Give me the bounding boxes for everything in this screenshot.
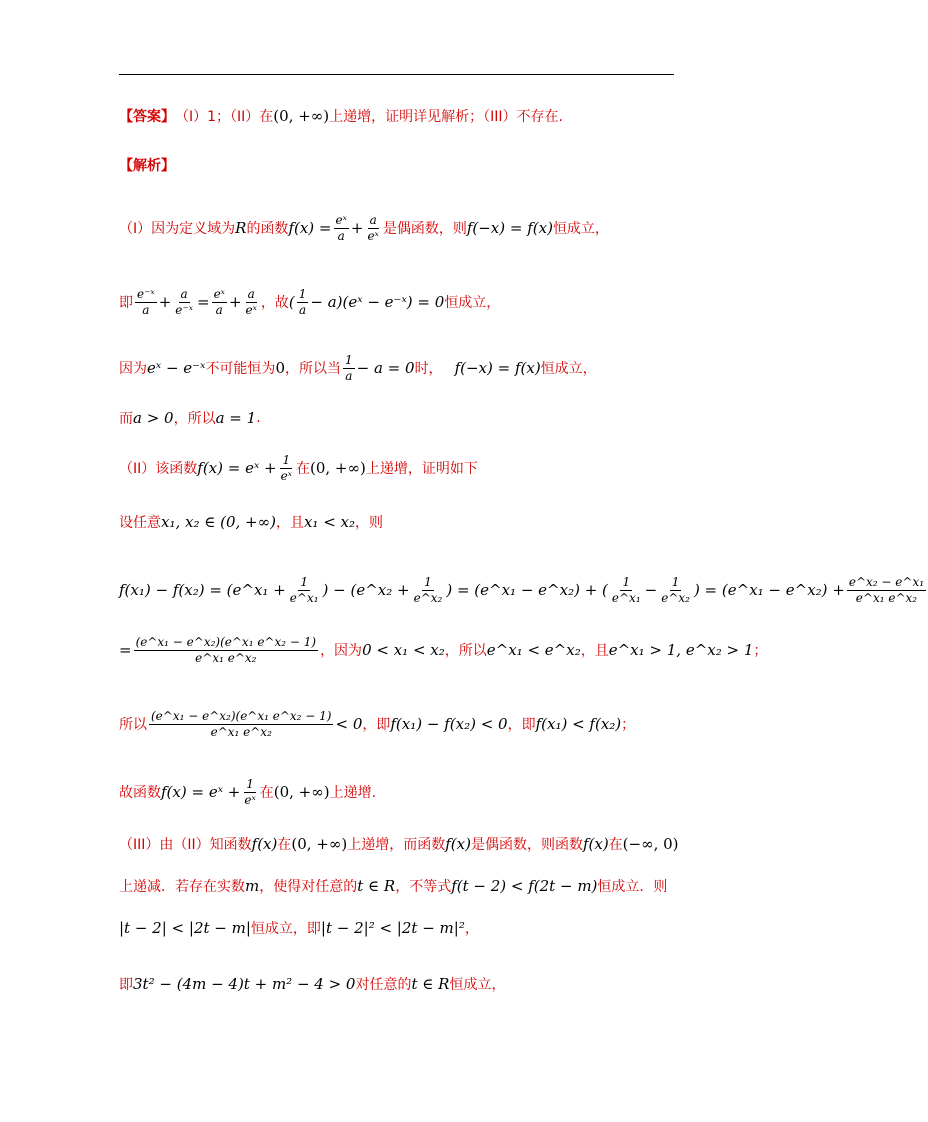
text: （III）由（II）知函数 (119, 837, 252, 853)
denominator: e^x₁ (289, 590, 319, 605)
numerator: 1 (300, 574, 308, 589)
fraction (149, 709, 333, 740)
math: a > 0 (133, 409, 174, 427)
numerator: a (180, 286, 188, 301)
math: ( (288, 293, 295, 311)
analysis-label: 【解析】 (119, 158, 175, 174)
numerator: 1 (424, 574, 432, 589)
text: 在 (277, 837, 292, 853)
denominator: a (337, 228, 345, 243)
text: 是偶函数，则函数 (470, 837, 583, 853)
text: 在 (259, 785, 274, 801)
text: ，使得对任意的 (259, 879, 358, 895)
text: （II）该函数 (119, 461, 198, 477)
fraction (365, 213, 380, 244)
numerator: a (247, 286, 255, 301)
text: 是偶函数，则 (382, 221, 467, 237)
part2-line4 (119, 620, 767, 680)
math: x₁ < x₂ (303, 513, 356, 531)
math: f(x) = eˣ + (197, 459, 277, 477)
text: 恒成立．则 (597, 879, 668, 895)
text: ，即 (362, 717, 391, 733)
fraction (297, 287, 309, 318)
numerator: 1 (344, 352, 353, 367)
text: . (256, 410, 261, 426)
analysis-heading (119, 135, 175, 195)
math: t ∈ R (411, 975, 450, 993)
part1-line2 (119, 272, 500, 332)
denominator: e^x₁ (611, 590, 641, 605)
text: 恒成立， (540, 361, 597, 377)
denominator: a (215, 302, 223, 317)
math: = (196, 293, 210, 311)
fraction (343, 353, 355, 384)
text: ，且 (580, 643, 609, 659)
math: f(x₁) − f(x₂) = (e^x₁ + (119, 581, 286, 599)
math: f(−x) = f(x) (466, 219, 553, 237)
math: eˣ − e⁻ˣ (147, 359, 206, 377)
denominator: a (142, 302, 150, 317)
text: ，故 (260, 295, 289, 311)
text: ，即 (507, 717, 536, 733)
text: 上递增，证明如下 (365, 461, 478, 477)
numerator: 1 (282, 452, 291, 467)
fraction (134, 635, 318, 666)
math: (0, +∞) (291, 835, 348, 853)
text: 对任意的 (355, 977, 412, 993)
denominator: e^x₁ e^x₂ (210, 724, 272, 739)
text: ，所以当 (284, 361, 341, 377)
answer-line (119, 86, 563, 146)
math: f(x) (251, 835, 278, 853)
text: 而 (119, 411, 133, 427)
numerator: e^x₂ − e^x₁ (848, 574, 925, 589)
numerator: 1 (298, 286, 307, 301)
fraction (847, 575, 926, 606)
fraction (334, 213, 349, 244)
part1-line1 (119, 198, 609, 258)
math: f(x) (445, 835, 471, 853)
denominator: e⁻ˣ (175, 302, 193, 317)
text: ，则 (355, 515, 384, 531)
fraction (242, 777, 257, 808)
math: − a)(eˣ − e⁻ˣ) = 0 (310, 293, 445, 311)
math: f(−x) = f(x) (454, 359, 541, 377)
text: ，不等式 (395, 879, 452, 895)
denominator: eˣ (367, 228, 379, 243)
denominator: e^x₂ (413, 590, 443, 605)
text: 的函数 (246, 221, 289, 237)
math: (−∞, 0) (622, 835, 679, 853)
text: 故函数 (119, 785, 161, 801)
text: ，所以 (444, 643, 487, 659)
part3-line3 (119, 898, 479, 958)
text: 恒成立，即 (250, 921, 321, 937)
answer-label: 【答案】 (119, 109, 175, 125)
text: ，所以 (173, 411, 216, 427)
text: 在 (296, 461, 310, 477)
fraction (212, 287, 227, 318)
denominator: eˣ (244, 792, 256, 807)
numerator: eˣ (213, 286, 225, 301)
math: |t − 2|² < |2t − m|² (320, 919, 465, 937)
answer-text-1: （I）1；（II）在 (175, 109, 274, 125)
math: ) − (e^x₂ + (322, 581, 410, 599)
math: − a = 0 (356, 359, 415, 377)
fraction (135, 287, 157, 318)
math: f(x₁) − f(x₂) < 0 (390, 715, 508, 733)
text: 即 (119, 295, 133, 311)
text: 恒成立， (552, 221, 609, 237)
text: 上递增. (329, 785, 377, 801)
denominator: eˣ (245, 302, 257, 317)
math: ) = (e^x₁ − e^x₂) + ( (446, 581, 608, 599)
numerator: 1 (671, 574, 680, 589)
math: 0 (275, 359, 285, 377)
text: 恒成立， (449, 977, 506, 993)
text: 即 (119, 977, 133, 993)
math: f(t − 2) < f(2t − m) (451, 877, 598, 895)
text: ； (753, 643, 768, 659)
math: (0, +∞) (273, 783, 330, 801)
text: 所以 (119, 717, 147, 733)
math: f(x₁) < f(x₂) (535, 715, 622, 733)
numerator: (e^x₁ − e^x₂)(e^x₁ e^x₂ − 1) (151, 708, 332, 723)
math: (0, +∞) (310, 459, 366, 477)
text: 设任意 (119, 515, 161, 531)
math: a = 1 (215, 409, 257, 427)
math: − (644, 581, 658, 599)
denominator: a (298, 302, 307, 317)
answer-text-2: 上递增，证明详见解析；（III）不存在. (329, 109, 563, 125)
fraction (244, 287, 259, 318)
numerator: a (369, 212, 377, 227)
math: f(x) = eˣ + (161, 783, 241, 801)
numerator: 1 (622, 574, 631, 589)
part2-line3 (119, 560, 928, 620)
text: ； (621, 717, 636, 733)
fraction (412, 575, 445, 606)
math: t ∈ R (357, 877, 396, 895)
math: = (119, 641, 132, 659)
denominator: e^x₁ e^x₂ (195, 650, 257, 665)
numerator: 1 (246, 776, 254, 791)
denominator: eˣ (280, 468, 292, 483)
part3-line4 (119, 954, 505, 1014)
math: m (245, 877, 260, 895)
top-rule (119, 74, 674, 75)
numerator: eˣ (335, 212, 347, 227)
denominator: e^x₁ e^x₂ (855, 590, 918, 605)
denominator: e^x₂ (661, 590, 690, 605)
text: 上递减．若存在实数 (119, 879, 245, 895)
part2-line1 (119, 438, 478, 498)
text: ，且 (275, 515, 304, 531)
math: + (228, 293, 242, 311)
part2-line2 (119, 492, 383, 552)
math: f(x) (582, 835, 609, 853)
text: ， (464, 921, 479, 937)
text: 上递增，而函数 (347, 837, 446, 853)
text: 不可能恒为 (205, 361, 276, 377)
math: x₁, x₂ ∈ (0, +∞) (161, 513, 276, 531)
numerator: (e^x₁ − e^x₂)(e^x₁ e^x₂ − 1) (135, 634, 317, 649)
text: （I）因为定义域为 (119, 221, 236, 237)
math: |t − 2| < |2t − m| (119, 919, 251, 937)
math: + (158, 293, 172, 311)
answer-interval: (0, +∞) (273, 107, 330, 125)
math: R (235, 219, 247, 237)
fraction (173, 287, 195, 318)
text: 在 (608, 837, 623, 853)
math: f(x) = (288, 219, 332, 237)
math: < 0 (335, 715, 363, 733)
fraction (659, 575, 692, 606)
text: ，因为 (320, 643, 363, 659)
fraction (288, 575, 321, 606)
math: ) = (e^x₁ − e^x₂) + (693, 581, 845, 599)
math: 0 < x₁ < x₂ (362, 641, 445, 659)
part2-line6 (119, 762, 376, 822)
math: e^x₁ > 1, e^x₂ > 1 (608, 641, 754, 659)
fraction (610, 575, 643, 606)
math: 3t² − (4m − 4)t + m² − 4 > 0 (133, 975, 356, 993)
math: + (350, 219, 364, 237)
text: 恒成立， (444, 295, 501, 311)
denominator: a (345, 368, 353, 383)
math: e^x₁ < e^x₂ (486, 641, 581, 659)
numerator: e⁻ˣ (137, 286, 155, 301)
text: 因为 (119, 361, 147, 377)
fraction (279, 453, 294, 484)
part2-line5 (119, 694, 635, 754)
text: 时， (414, 361, 443, 377)
